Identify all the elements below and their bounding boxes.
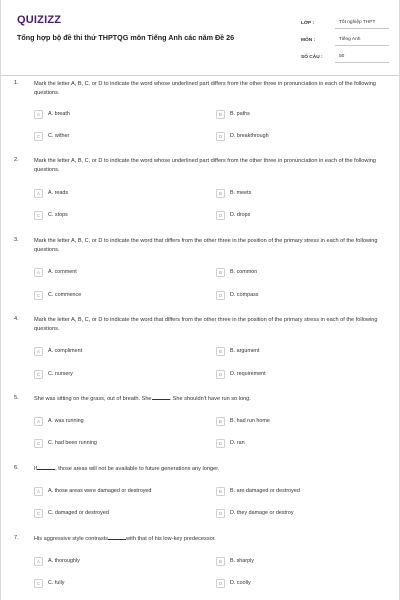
- option-a[interactable]: [34, 109, 70, 119]
- option-text: D. requirement: [230, 371, 266, 377]
- option-a[interactable]: [34, 346, 82, 356]
- option-d[interactable]: [216, 578, 251, 588]
- option-d[interactable]: [216, 438, 245, 448]
- option-letter-box: A: [34, 110, 43, 119]
- option-text: D. they damage or destroy: [230, 510, 294, 516]
- meta-row-subject: [301, 29, 389, 46]
- option-letter-box: C: [34, 579, 43, 588]
- question-number: 4.: [14, 316, 19, 322]
- question-number: 6.: [14, 465, 19, 471]
- option-text: B. had run home: [230, 418, 270, 424]
- option-c[interactable]: [34, 369, 73, 379]
- question-text-after: , those areas will not be available to future generations any longer.: [55, 466, 220, 472]
- option-letter-box: B: [216, 417, 225, 426]
- option-letter-box: C: [34, 291, 43, 300]
- meta-label: MÔN :: [301, 38, 316, 43]
- question-number: 5.: [14, 395, 19, 401]
- option-letter-box: C: [34, 509, 43, 518]
- option-text: C. commence: [48, 292, 82, 298]
- option-b[interactable]: [216, 556, 254, 566]
- option-letter-box: A: [34, 268, 43, 277]
- meta-label: LỚP :: [301, 21, 315, 26]
- option-text: B. paths: [230, 111, 250, 117]
- option-text: A. compliment: [48, 348, 83, 354]
- option-b[interactable]: [216, 188, 251, 198]
- option-text: D. drops: [230, 212, 251, 218]
- option-b[interactable]: [216, 109, 250, 119]
- question-text: Mark the letter A, B, C, or D to indicate the word whose underlined part differs from the other three in pronunciation in each of the following questions.: [34, 158, 376, 173]
- question-text-after: with that of his low-key predecessor.: [126, 536, 216, 542]
- option-letter-box: A: [34, 487, 43, 496]
- question-text: [34, 465, 394, 474]
- meta-value: 50: [335, 54, 389, 63]
- option-letter-box: D: [216, 439, 225, 448]
- quizizz-logo: QUIZIZZ: [17, 14, 62, 26]
- meta-value: Tốt nghiệp THPT: [335, 20, 389, 29]
- option-c[interactable]: [34, 131, 69, 141]
- option-c[interactable]: [34, 508, 109, 518]
- option-text: B. sharply: [230, 558, 254, 564]
- worksheet-header: [1, 0, 399, 76]
- option-text: C. nursery: [48, 371, 73, 377]
- option-b[interactable]: [216, 416, 270, 426]
- question-text: Mark the letter A, B, C, or D to indicate the word that differs from the other three in the position of the primary stress in each of the following questions.: [34, 317, 378, 332]
- option-text: D. ran: [230, 440, 245, 446]
- meta-row-class: [301, 12, 389, 29]
- option-text: C. had been running: [48, 440, 97, 446]
- option-text: A. comment: [48, 269, 77, 275]
- answer-blank: [152, 395, 170, 400]
- option-letter-box: C: [34, 132, 43, 141]
- question-number: 2.: [14, 157, 19, 163]
- option-a[interactable]: [34, 486, 151, 496]
- option-letter-box: A: [34, 417, 43, 426]
- option-text: C. damaged or destroyed: [48, 510, 109, 516]
- option-b[interactable]: [216, 346, 259, 356]
- option-d[interactable]: [216, 131, 269, 141]
- option-text: B. argument: [230, 348, 260, 354]
- option-b[interactable]: [216, 486, 300, 496]
- option-text: C. stops: [48, 212, 68, 218]
- option-letter-box: D: [216, 211, 225, 220]
- option-d[interactable]: [216, 210, 250, 220]
- option-d[interactable]: [216, 369, 266, 379]
- option-letter-box: A: [34, 347, 43, 356]
- option-letter-box: D: [216, 579, 225, 588]
- option-letter-box: B: [216, 189, 225, 198]
- option-text: A. breath: [48, 111, 70, 117]
- meta-row-question-count: [301, 46, 389, 63]
- question-text: [34, 535, 394, 544]
- question-text-after: . She shouldn't have run so long.: [169, 396, 251, 402]
- option-letter-box: D: [216, 291, 225, 300]
- worksheet-meta: [301, 12, 389, 63]
- option-a[interactable]: [34, 188, 68, 198]
- option-c[interactable]: [34, 290, 81, 300]
- question-number: 3.: [14, 237, 19, 243]
- option-a[interactable]: [34, 556, 80, 566]
- option-letter-box: B: [216, 487, 225, 496]
- option-letter-box: B: [216, 110, 225, 119]
- option-text: D. coolly: [230, 580, 251, 586]
- meta-value: Tiếng Anh: [335, 37, 389, 46]
- option-letter-box: B: [216, 557, 225, 566]
- worksheet-title: Tổng hợp bộ đề thi thử THPTQG môn Tiếng Anh các năm Đề 26: [17, 33, 235, 42]
- option-text: B. meets: [230, 190, 252, 196]
- option-text: B. common: [230, 269, 258, 275]
- option-c[interactable]: [34, 578, 64, 588]
- option-text: B. are damaged or destroyed: [230, 488, 300, 494]
- option-letter-box: D: [216, 509, 225, 518]
- option-b[interactable]: [216, 267, 257, 277]
- question-number: 7.: [14, 535, 19, 541]
- option-a[interactable]: [34, 416, 84, 426]
- option-d[interactable]: [216, 508, 294, 518]
- option-letter-box: A: [34, 557, 43, 566]
- option-text: A. those areas were damaged or destroyed: [48, 488, 152, 494]
- option-text: D. compass: [230, 292, 259, 298]
- option-text: A. was running: [48, 418, 84, 424]
- option-letter-box: B: [216, 347, 225, 356]
- question-text: Mark the letter A, B, C, or D to indicate the word whose underlined part differs from the other three in pronunciation in each of the following questions.: [34, 81, 376, 96]
- question-text: Mark the letter A, B, C, or D to indicate the word that differs from the other three in the position of the primary stress in each of the following questions.: [34, 238, 378, 253]
- option-letter-box: D: [216, 132, 225, 141]
- option-text: A. thoroughly: [48, 558, 80, 564]
- option-c[interactable]: [34, 438, 97, 448]
- option-c[interactable]: [34, 210, 68, 220]
- question-text-before: She was sitting on the grass, out of breath. She: [34, 396, 152, 402]
- option-text: D. breakthrough: [230, 133, 269, 139]
- option-letter-box: C: [34, 211, 43, 220]
- answer-blank: [108, 535, 126, 540]
- option-d[interactable]: [216, 290, 258, 300]
- option-a[interactable]: [34, 267, 77, 277]
- option-letter-box: D: [216, 370, 225, 379]
- option-text: A. reads: [48, 190, 69, 196]
- option-text: C. fully: [48, 580, 65, 586]
- option-letter-box: B: [216, 268, 225, 277]
- option-letter-box: C: [34, 370, 43, 379]
- answer-blank: [37, 465, 55, 470]
- question-text: [34, 395, 394, 404]
- option-letter-box: C: [34, 439, 43, 448]
- meta-label: SỐ CÂU :: [301, 55, 323, 60]
- question-number: 1.: [14, 80, 19, 86]
- question-text-before: His aggressive style contrasts: [34, 536, 108, 542]
- question-text-before: If: [34, 466, 38, 472]
- option-letter-box: A: [34, 189, 43, 198]
- option-text: C. wither: [48, 133, 70, 139]
